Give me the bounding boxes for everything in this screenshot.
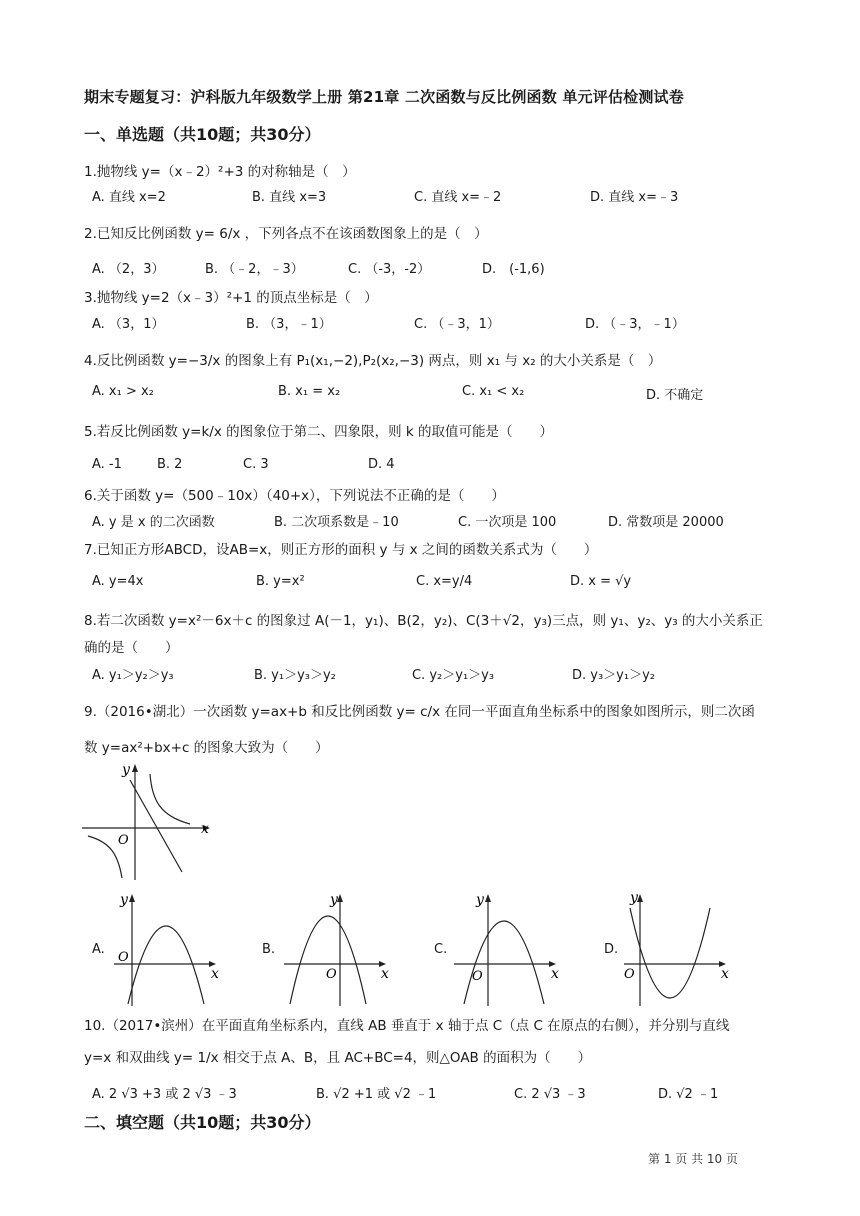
question-2-option-b: B. （﹣2，﹣3） [205,262,304,277]
question-4-option-a: A. x₁ > x₂ [92,384,154,399]
question-4-option-d: D. 不确定 [646,388,704,403]
question-4-option-b: B. x₁ = x₂ [278,384,341,399]
origin-label: O [118,950,129,965]
section-heading-fill-in: 二、填空题（共10题；共30分） [84,1113,321,1132]
question-8-option-a: A. y₁＞y₂＞y₃ [92,668,174,683]
axis-label-y: y [330,892,338,908]
question-5-option-b: B. 2 [157,457,183,472]
question-9-reference-graph [80,760,220,882]
question-3-stem: 3.抛物线 y=2（x﹣3）²+1 的顶点坐标是（ ） [84,290,378,306]
question-2-option-c: C. （-3，-2） [348,262,431,277]
question-5-option-d: D. 4 [368,457,395,472]
question-5-stem: 5.若反比例函数 y=k/x 的图象位于第二、四象限，则 k 的取值可能是（ ） [84,424,554,440]
question-5-option-a: A. -1 [92,457,122,472]
axis-label-y: y [630,890,638,906]
question-10-stem: 10.（2017•滨州）在平面直角坐标系内，直线 AB 垂直于 x 轴于点 C（点 C 在原点的右侧），并分别与直线 [84,1018,730,1034]
question-2-stem: 2.已知反比例函数 y= 6/x ，下列各点不在该函数图象上的是（ ） [84,226,488,242]
question-9-option-a: A. [92,942,105,957]
page-title: 期末专题复习：沪科版九年级数学上册 第21章 二次函数与反比例函数 单元评估检测试卷 [84,88,684,106]
question-9-stem-continued: 数 y=ax²+bx+c 的图象大致为（ ） [84,740,329,756]
axis-label-y: y [476,892,484,908]
question-8-option-d: D. y₃＞y₁＞y₂ [572,668,655,683]
question-7-option-b: B. y=x² [256,574,305,589]
axis-label-x: x [211,966,219,982]
question-4-stem: 4.反比例函数 y=−3/x 的图象上有 P₁(x₁,−2),P₂(x₂,−3) 两点，则 x₁ 与 x₂ 的大小关系是（ ） [84,353,662,369]
question-1-option-d: D. 直线 x=﹣3 [590,190,679,205]
question-7-option-d: D. x = √y [570,574,632,589]
question-6-option-a: A. y 是 x 的二次函数 [92,515,215,530]
question-10-option-d: D. √2 ﹣1 [658,1087,719,1102]
question-5-option-c: C. 3 [243,457,269,472]
question-6-stem: 6.关于函数 y=（500﹣10x）（40+x），下列说法不正确的是（ ） [84,488,505,504]
question-10-option-a: A. 2 √3 +3 或 2 √3 ﹣3 [92,1087,237,1102]
question-9-option-c: C. [434,942,448,957]
axis-label-x: x [551,966,559,982]
option-c-graph [448,888,563,1008]
option-b-graph [278,888,393,1008]
question-2-option-d: D. (-1,6) [482,262,545,277]
axis-label-y: y [120,892,128,908]
question-3-option-c: C. （﹣3，1） [414,317,500,332]
question-6-option-c: C. 一次项是 100 [458,515,557,530]
question-2-option-a: A. （2，3） [92,262,165,277]
question-3-option-d: D. （﹣3，﹣1） [585,317,685,332]
question-7-option-c: C. x=y/4 [416,574,473,589]
origin-label: O [118,833,129,848]
question-1-option-b: B. 直线 x=3 [252,190,327,205]
question-6-option-b: B. 二次项系数是﹣10 [274,515,399,530]
option-d-graph [620,888,735,1008]
question-8-stem-continued: 确的是（ ） [84,640,179,656]
question-7-option-a: A. y=4x [92,574,144,589]
section-heading-single-choice: 一、单选题（共10题；共30分） [84,125,321,144]
question-10-stem-continued: y=x 和双曲线 y= 1/x 相交于点 A、B，且 AC+BC=4，则△OAB 的面积为（ ） [84,1050,592,1066]
question-9-option-d: D. [604,942,619,957]
axis-label-x: x [381,966,389,982]
question-1-option-a: A. 直线 x=2 [92,190,166,205]
page-footer: 第 1 页 共 10 页 [648,1152,738,1166]
question-3-option-a: A. （3，1） [92,317,165,332]
question-9-option-b: B. [262,942,276,957]
question-7-stem: 7.已知正方形ABCD，设AB=x，则正方形的面积 y 与 x 之间的函数关系式为（ ） [84,542,598,558]
origin-label: O [326,967,337,982]
axis-label-y: y [122,762,130,778]
origin-label: O [624,967,635,982]
origin-label: O [472,969,483,984]
question-10-option-c: C. 2 √3 ﹣3 [514,1087,586,1102]
question-8-stem: 8.若二次函数 y=x²－6x＋c 的图象过 A(－1，y₁)、B(2，y₂)、C(3＋√2，y₃)三点，则 y₁、y₂、y₃ 的大小关系正 [84,613,763,629]
question-8-option-b: B. y₁＞y₃＞y₂ [254,668,336,683]
question-8-option-c: C. y₂＞y₁＞y₃ [412,668,495,683]
question-1-stem: 1.抛物线 y=（x﹣2）²+3 的对称轴是（ ） [84,164,356,180]
question-6-option-d: D. 常数项是 20000 [608,515,724,530]
axis-label-x: x [721,966,729,982]
question-1-option-c: C. 直线 x=﹣2 [414,190,502,205]
option-a-graph [108,888,223,1008]
question-9-stem: 9.（2016•湖北）一次函数 y=ax+b 和反比例函数 y= c/x 在同一平面直角坐标系中的图象如图所示，则二次函 [84,704,755,720]
question-4-option-c: C. x₁ < x₂ [462,384,525,399]
axis-label-x: x [201,821,209,837]
question-10-option-b: B. √2 +1 或 √2 ﹣1 [316,1087,437,1102]
question-3-option-b: B. （3，﹣1） [246,317,332,332]
